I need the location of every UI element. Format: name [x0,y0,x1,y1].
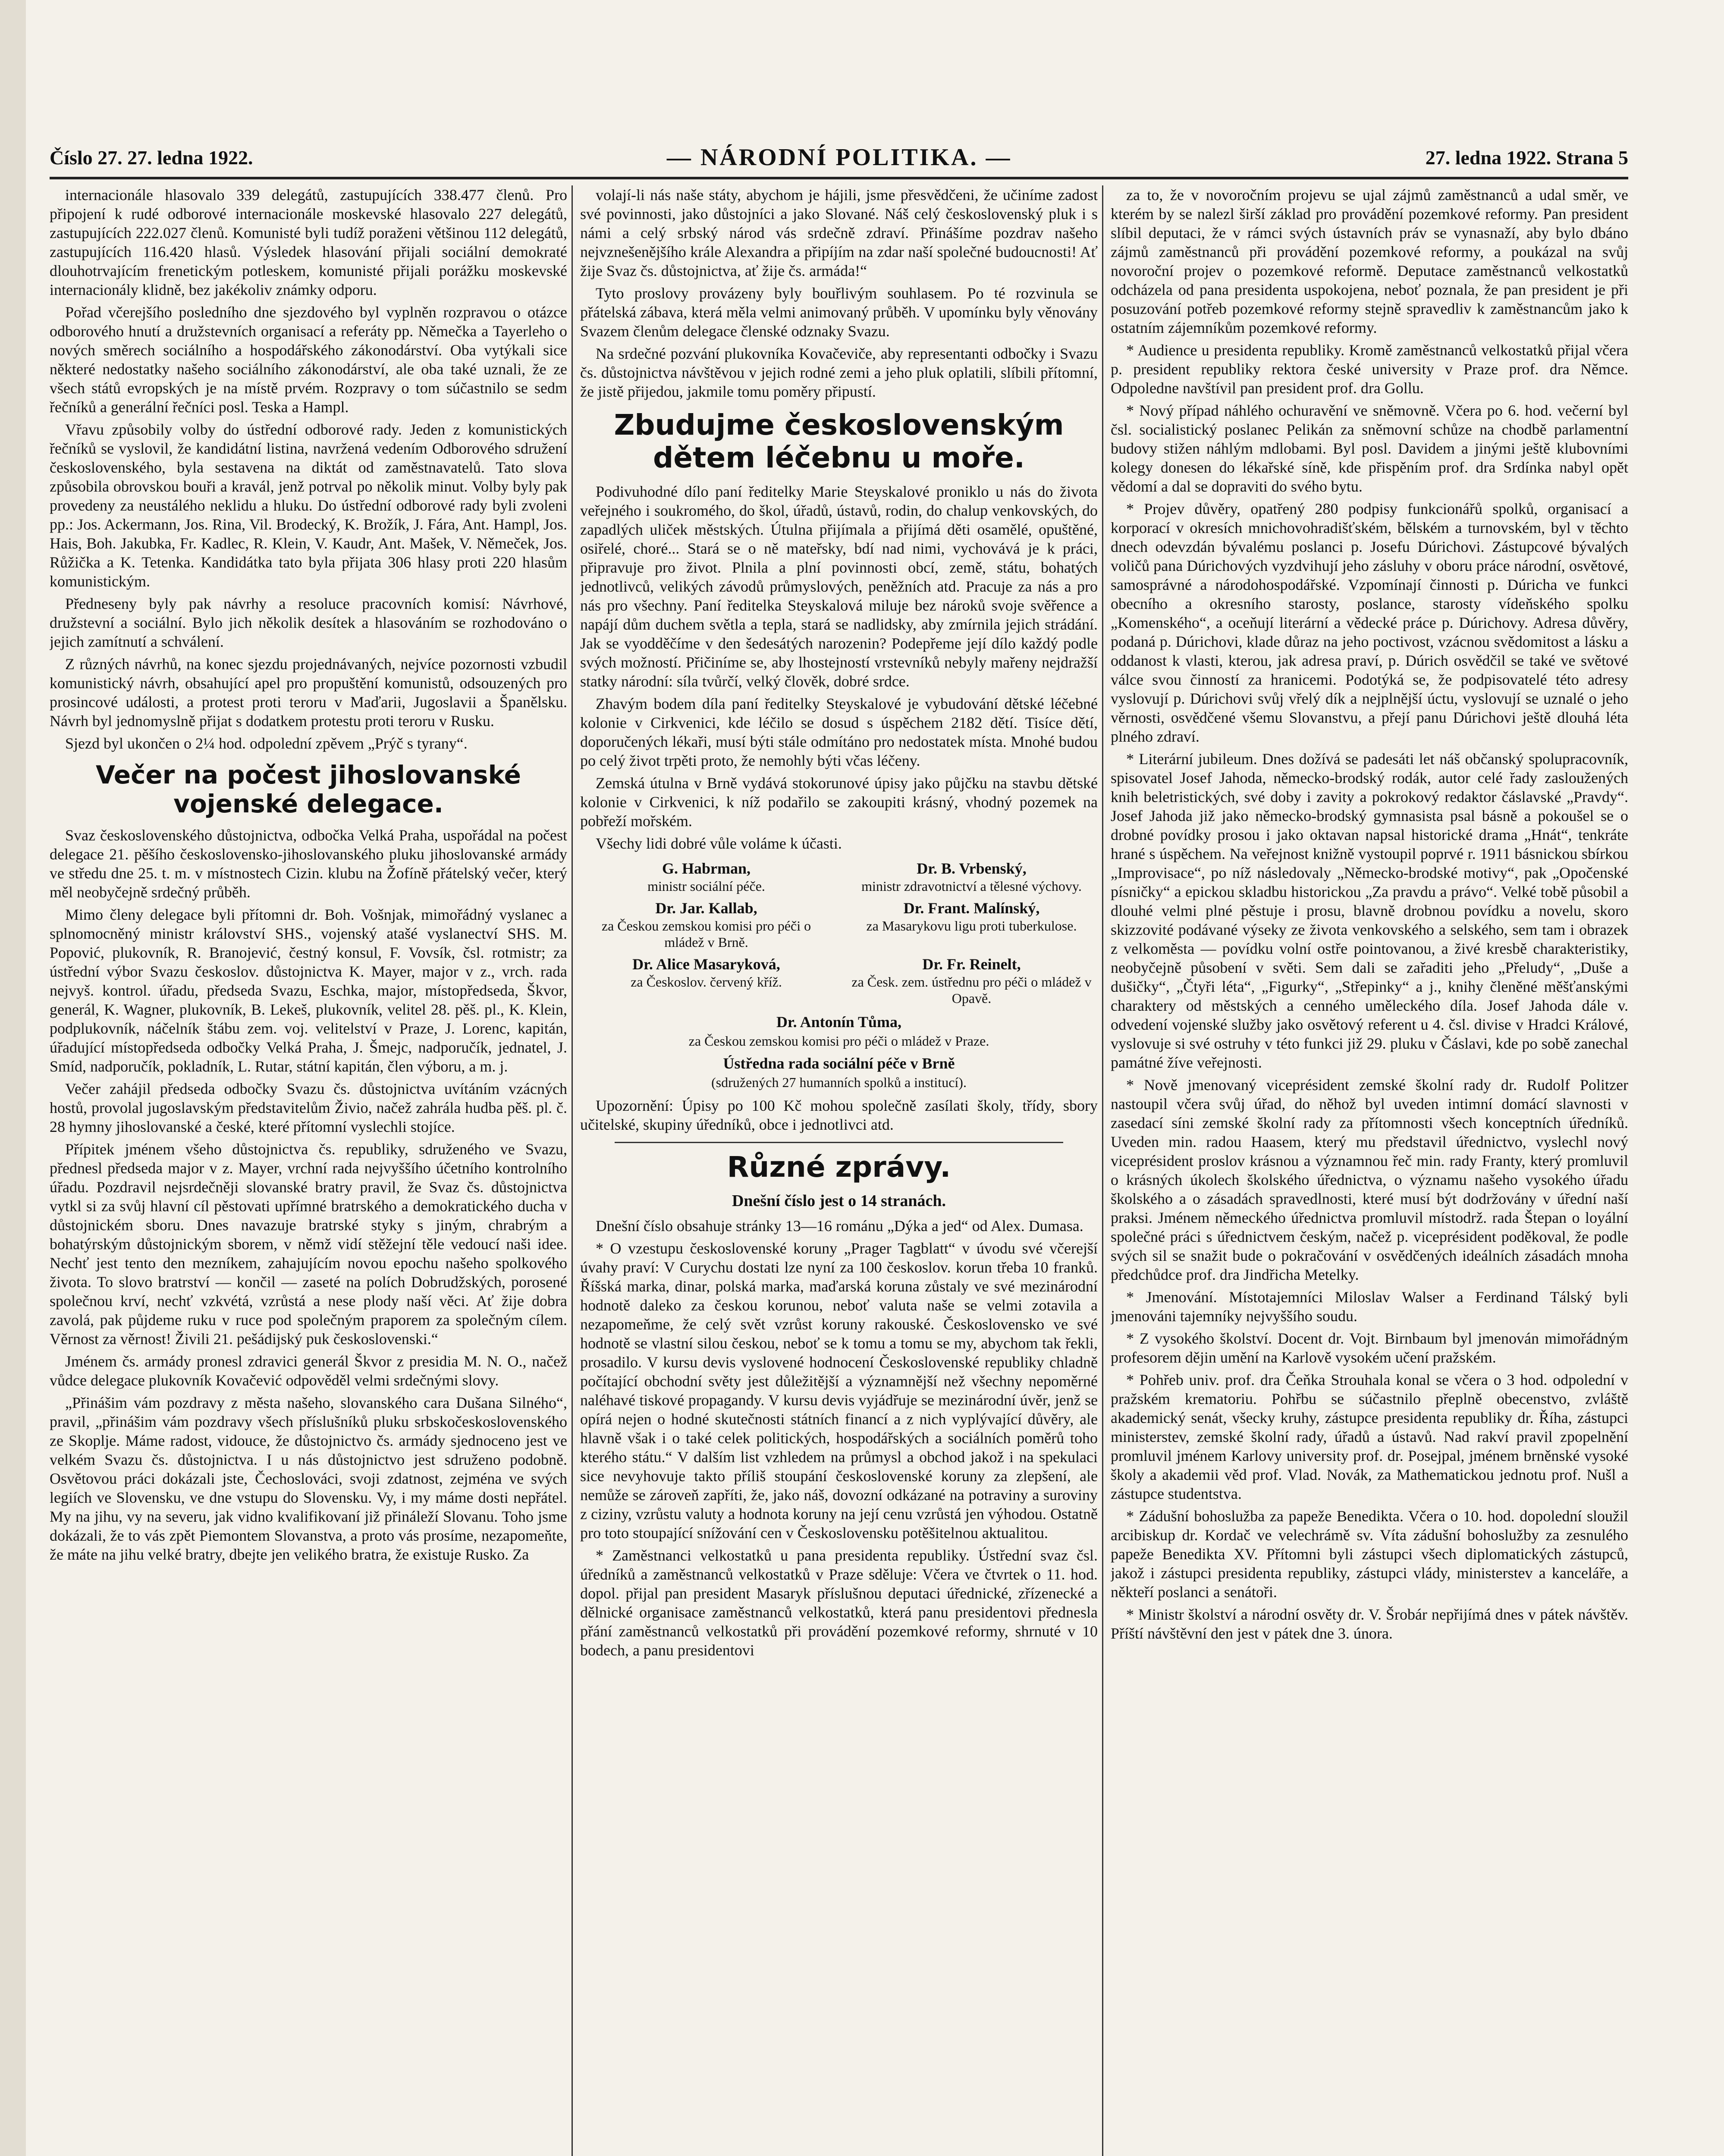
article-paragraph: Mimo členy delegace byli přítomni dr. Boh. Vošnjak, mimořádný vyslanec a splnomocněný ministr království SHS., vojenský atašé vyslanectví SHS. M. Popović, plukovník, R. Branojević, čestný konsul, F. Vovsík, čsl. rotmistr; za ústřední výbor Svazu českoslov. důstojnictva K. Mayer, major v z., vrch. rada nejvyš. kontrol. úřadu, předseda Svazu, Eschka, major, místopředseda, Škvor, generál, K. Wagner, plukovník, B. Lekeš, plukovník, velitel 28. pěš. pl., K. Klein, podplukovník, náčelník štábu zem. voj. velitelství v Praze, J. Lorenc, kapitán, úřadující místopředseda odbočky Velká Praha, J. Šmejc, nadporučík, jednatel, J. Smíd, nadporučík, pokladník, L. Rutar, státní kapitán, člen výboru, a m. j. [50,906,567,1075]
page-edge [0,0,26,2156]
signatory-name: Dr. Alice Masaryková, [632,955,780,973]
signatory-role: za Masarykovu ligu proti tuberkulose. [866,918,1077,934]
article-paragraph: za to, že v novoročním projevu se ujal zájmů zaměstnanců a udal směr, ve kterém by se nalezl širší základ pro provádění pozemkové reformy. Pan president slíbil deputaci, že v rámci svých ústavních práv se vynasnaží, aby bylo dbáno zájmů zaměstnanců při provádění pozemkové reformy, a poukázal na svůj novoroční projev o pozemkové reformě. Deputace zaměstnanců velkostatků odcházela od pana presidenta uspokojena, neboť poznala, že pan president je při posuzování potřeb pozemkové reformy stejně spravedliv k zaměstnancům jako k ostatním zájemníkům pozemkové reformy. [1111,186,1628,336]
signatory-role: (sdružených 27 humanních spolků a institucí). [711,1074,967,1090]
section-rule [615,1142,1063,1143]
article-paragraph: * Nově jmenovaný viceprésident zemské školní rady dr. Rudolf Politzer nastoupil včera svůj úřad, do něhož byl uveden intimní domácí slavnosti v zasedací síni zemské školní rady za přítomnosti všech konceptních úředníků. Uveden min. radou Haasem, který mu představil úřednictvo, vyslechl nový viceprésident proslov krásnou a významnou řeč min. rady Franty, který promluvil o krásných úkolech školského úřednictva, o významu našeho vysokého úřadu školského a o zásadách spravedlnosti, které musí být dodržovány v úřední naší praksi. Jménem německého úřednictva promluvil místodrž. rada Štepan o loyální společné práci s úřednictvem českým, načež p. viceprésident poděkoval, že podle svých sil se snažit bude o pokračování v osvědčených ideálních zásadách mnoha předchůdce prof. dra Jindřicha Metelky. [1111,1076,1628,1283]
article-paragraph: * Nový případ náhlého ochuravění ve sněmovně. Včera po 6. hod. večerní byl čsl. socialistický poslanec Pelikán za sněmovní schůze na chodbě parlamentní budovy stižen náhlým mdlobami. Byl posl. Davidem a jinými ještě klubovními kolegy donesen do lékařské síně, kde přispěním prof. dra Srdínka nabyl opět vědomí a dal se dopraviti do svého bytu. [1111,402,1628,495]
article-paragraph: internacionále hlasovalo 339 delegátů, zastupujících 338.477 členů. Pro připojení k rudé odborové internacionále moskevské hlasovalo 227 delegátů, zastupujících 222.027 členů. Komunisté byli tudíž poraženi většinou 112 delegátů, zastupujících 116.420 hlasů. Výsledek hlasování přijali sociální demokraté dlouhotrvajícím frenetickým potleskem, komunisté přijali porážku moskevské internacionály klidně, bez jakékoliv známky odporu. [50,186,567,298]
column-1 [50,185,567,2156]
article-paragraph: Přípitek jménem všeho důstojnictva čs. republiky, sdruženého ve Svazu, přednesl předseda major v z. Mayer, vrchní rada nejvyššího účetního kontrolního úřadu. Pozdravil nejsrdečněji slovanské bratry pravil, že Svaz čs. důstojnictva vytkl si za svůj hlavní cíl pěstovati upřímné bratrského a demokratického ducha v důstojnickém sboru. Dnes navazuje bratrské styky s jiným, chrabrým a bohatýrským důstojnickým sborem, v němž vidí stěžejní těle vedoucí naši idee. Nechť jest tento den mezníkem, zahajujícím novou epochu našeho spolkového života. To slovo bratrství — končil — zaseté na polích Dobrudžských, porosené společnou krví, nechť vzkvétá, vzrůstá a nese plody naší věci. Ať žije dobra zavolá, pak půjdeme ruku v ruce pod společným praporem za společným cílem. Věrnost za věrnost! Živili 21. pešádijský puk československi.“ [50,1141,567,1348]
article-paragraph: Svaz československého důstojnictva, odbočka Velká Praha, uspořádal na počest delegace 21. pěšího československo-jihoslovanského pluku jihoslovanské armády ve středu dne 25. t. m. v místnostech Cizin. klubu na Žofíně přátelský večer, který měl neobyčejně srdečný průběh. [50,827,567,901]
signatory-name: Dr. Frant. Malínský, [903,899,1040,917]
article-paragraph: Tyto proslovy provázeny byly bouřlivým souhlasem. Po té rozvinula se přátelská zábava, která měla velmi animovaný průběh. V upomínku byly věnovány Svazem členům delegace členské odznaky Svazu. [580,285,1098,340]
signatory-name: Dr. Fr. Reinelt, [922,955,1021,973]
article-paragraph: Večer zahájil předseda odbočky Svazu čs. důstojnictva uvítáním vzácných hostů, provolal jugoslavským představitelům Živio, načež zahrála hudba pěš. pl. č. 28 hymny jihoslovanské a české, které přítomní vyslechli stojíce. [50,1080,567,1136]
section-headline: Různé zprávy. [727,1150,951,1184]
column-2 [580,185,1098,2156]
article-paragraph: Předneseny byly pak návrhy a resoluce pracovních komisí: Návrhové, družstevní a sociální. Bylo jich několik desítek a hlasováním se rozhodováno o jejich zamítnutí a schválení. [50,595,567,650]
article-paragraph: Zhavým bodem díla paní ředitelky Steyskalové je vybudování dětské léčebné kolonie v Cirkvenici, kde léčilo se dosud s úspěchem 2182 dětí. Tisíce dětí, doporučených lékaři, musí býti stále odmítáno pro nedostatek místa. Mnohé budou po celý život trpěti proto, že nemohly býti včas léčeny. [580,695,1098,769]
article-paragraph: Všechy lidi dobré vůle voláme k účasti. [596,834,842,852]
article-paragraph: volají-li nás naše státy, abychom je hájili, jsme přesvědčeni, že učiníme zadost své povinnosti, jako důstojníci a jako Slované. Náš celý československý pluk i s námi a celý srbský národ vás srdečně zdraví. Přinášíme pozdrav našeho nejvznešenějšího krále Alexandra a připíjím na zdar naší společné budoucnosti! Ať žije Svaz čs. důstojnictva, ať žije čs. armáda!“ [580,186,1098,279]
article-headline: Večer na počest jihoslovanské vojenské delegace. [96,760,521,818]
article-paragraph: „Přinášim vám pozdravy z města našeho, slovanského cara Dušana Silného“, pravil, „přinášim vám pozdravy všech příslušníků pluku srbskočeskoslovenského ze Skoplje. Máme radost, vidouce, že důstojnictvo čs. armády sjednoceno jest ve velkém Svazu čs. důstojnictva. I u nás důstojnictvo jest sdruženo podobně. Osvětovou práci dokázali jste, Čechoslováci, svoji zdatnost, zejména ve svých legiích ve Slovensku, ve dne vstupu do Slovensku. Vy, i my máme dosti nepřátel. My na jihu, vy na severu, jak vidno kvalifikovaní již přináleží Slovanu. Toho jsme dokázali, že to vás zpět Piemontem Slovanstva, a proto vás prosíme, nezapomeňte, že máte na jihu velké bratry, dbejte jen velikého bratra, že existuje Rusko. Za [50,1394,567,1564]
article-paragraph: Vřavu způsobily volby do ústřední odborové rady. Jeden z komunistických řečníků se vyslovil, že kandidátní listina, navržená vedením Odborového sdružení československého, byla sestavena na diktát od zaměstnavatelů. Tato slova způsobila obrovskou bouři a kravál, jenž potrval po několik minut. Volby byly pak provedeny za neustálého neklidu a hluku. Do ústřední odborové rady byli zvoleni pp.: Jos. Ackermann, Jos. Rina, Vil. Brodecký, K. Brožík, J. Fára, Ant. Hampl, Jos. Hais, Boh. Jakubka, Fr. Kadlec, R. Klein, V. Kaudr, Ant. Mašek, V. Němeček, Jos. Růžička a K. Tetenka. Kandidátka tato byla přijata 306 hlasy proti 220 hlasům komunistickým. [50,421,567,590]
article-headline: Zbudujme československým dětem léčebnu u moře. [614,408,1064,474]
article-paragraph: * Pohřeb univ. prof. dra Čeňka Strouhala konal se včera o 3 hod. odpolední v pražském krematoriu. Pohřbu se súčastnilo přeplně obecenstvo, zvláště akademický senát, všecky kruhy, zástupce presidenta republiky dr. Říha, zástupci ministerstev, zemské školní rady, úřadů a ústavů. Nad rakví pravil zpopelnění promluvil jménem Karlovy university prof. dr. Posejpal, jménem brněnské vysoké školy a akademii věd prof. Vlad. Novák, za Mathematickou jednotu prof. Nušl a zástupce studentstva. [1111,1371,1628,1502]
signatory-name: G. Habrman, [662,859,751,877]
signatory-name: Dr. B. Vrbenský, [917,859,1027,877]
header-rule [50,177,1628,179]
signatory-name: Dr. Antonín Tůma, [776,1013,902,1031]
article-paragraph: Zemská útulna v Brně vydává stokorunové úpisy jako půjčku na stavbu dětské kolonie v Cirkvenici, k níž podařilo se zakoupiti krásný, vhodný pozemek na pobřeží mořském. [580,774,1098,830]
article-paragraph: * O vzestupu československé koruny „Prager Tagblatt“ v úvodu své včerejší úvahy praví: V Curychu dostati lze nyní za 100 českoslov. korun třeba 10 franků. Říšská marka, dinar, polská marka, maďarská koruna zůstaly ve své mezinárodní hodnotě daleko za českou korunou, neboť valuta naše se velmi zotavila a nezapomeňme, že celý svět vzrůst koruny rakouské. Československo ve své hodnotě se vlastní silou českou, neboť se k tomu a tomu se my, abychom tak řekli, prosadilo. V kursu devis vyslovené hodnocení Československé republiky chladně počítající obchodní světy jest důležitější a významnější než všechny nepoměrné naléhavé tiskové propagandy. V kursu devis vyjádřuje se mezinárodní úvěr, jenž se opírá nejen o hodné skutečnosti státních financí a z nich vyplývající důvěry, ale hlavně však i o také celek politických, hospodářských a sociálních poměrů toho kterého státu.“ V dalším list vzhledem na průmysl a obchod jakož i na spekulaci sice nevyhovuje takto příliš stoupání československé koruny za zlepšení, ale nemůže se zároveň zapříti, že, jako náš, dovozní odkázané na potraviny a suroviny z ciziny, vzrůstu valuty a hodnota koruny na její cenu vzrůstá jen výhodou. Ostatně pro toto stoupající snížování cen v Československu potěšitelnou aktualitou. [580,1239,1098,1542]
header-left: Číslo 27. 27. ledna 1922. [50,146,253,169]
column-3 [1111,185,1628,2156]
article-paragraph: Na srdečné pozvání plukovníka Kovačeviče, aby representanti odbočky i Svazu čs. důstojnictva návštěvou v jejich rodné zemi a jeho pluk oplatili, slíbili přítomní, že jistě přijedou, jakmile tomu poměry připustí. [580,345,1098,400]
header-right: 27. ledna 1922. Strana 5 [1425,146,1628,169]
article-paragraph: * Literární jubileum. Dnes dožívá se padesáti let náš občanský spolupracovník, spisovatel Josef Jahoda, německo-brodský rodák, autor celé řady zasloužených knih beletristických, své doby i zavity a pokrokový redaktor čáslavské „Pravdy“. Josef Jahoda již jako německo-brodský gymnasista psal básně a pokoušel se o drobné povídky prosou i jako oktavan napsal historické drama „Hnát“, tenkráte hrané s úspěchem. Na veřejnost knižně vystoupil poprvé r. 1911 básnickou sbírkou „Improvisace“, po níž následovaly „Německo-brodské motivy“, pak „Opočenské písničky“ a epickou skladbu historickou „Za pravdu a právo“. Velké tobě působil a dlouhé velmi plné pěstuje i prosu, blavně drobnou povídku a novelu, skoro skizzovité podávané výseky ze života venkovského a selského, sem tam i obrazek z velkoměsta — povídku volní ostře pointovanou, a živé kresbě charakteristiky, neobyčejně působení v světi. Sem dali se zařaditi jeho „Přeludy“, „Duše a dušičky“, „Čtyři léta“, „Figurky“, „Střepinky“ a j., knihy členěné měšťanskými charaktery od městských a cenného uměleckého díla. Josef Jahoda dále v. odvedení vojenské služby jako osvětový referent u 4. čsl. divise v Hradci Králové, vyslovuje si své ostruhy v této funkci již 29. pluku v Čáslavi, kde po sobě zanechal památné žíve veřejnosti. [1111,750,1628,1071]
article-paragraph: Upozornění: Úpisy po 100 Kč mohou společně zasílati školy, třídy, sbory učitelské, skupiny úředníků, obce i jednotlivci atd. [580,1097,1098,1133]
signatory-block [580,1012,1098,1092]
article-paragraph: Podivuhodné dílo paní ředitelky Marie Steyskalové proniklo u nás do života veřejného i soukromého, do škol, úřadů, ústavů, rodin, do chalup venkovských, do zapadlých uliček městských. Útulna přijímala a přijímá děti osamělé, opuštěné, osiřelé, choré... Stará se o ně mateřsky, bdí nad nimi, vychovává je k práci, připravuje pro život. Plnila a plní povinnosti obcí, země, státu, bohatých jednotlivců, velikých závodů průmyslových, peněžních atd. Pracuje za nás a pro nás pro všechny. Paní ředitelka Steyskalová miluje bez nároků svoje svěřence a napájí dům duchem světla a tepla, stará se nadlidsky, aby zmírnila jejich strádání. Jak se vyodděčíme v den šedesátých narozenin? Podepřeme její dílo každý podle svých možností. Přičiníme se, aby lhostejností vrstevníků nebyly mařeny nejdražší statky národní: síla tvůrčí, velký člověk, dobré srdce. [580,483,1098,690]
article-paragraph: * Zádušní bohoslužba za papeže Benedikta. Včera o 10. hod. dopolední sloužil arcibiskup dr. Kordač ve velechrámě sv. Víta zádušní bohoslužby za zesnulého papeže Benedikta XV. Přítomni byli zástupci všech diplomatických zástupců, jakož i zástupci presidenta republiky, zástupci vlády, ministerstev a kanceláře, a někteří poslanci a senátoři. [1111,1507,1628,1601]
signatory-role: ministr zdravotnictví a tělesné výchovy. [861,878,1082,894]
signatory-name: Ústředna rada sociální péče v Brně [723,1054,955,1072]
article-paragraph: Pořad včerejšího posledního dne sjezdového byl vyplněn rozpravou o otázce odborového hnutí a družstevních organisací a referáty pp. Němečka a Tayerleho o nových směrech sociálního a hospodářského zákonodárství. Oba vytýkali sice některé nedostatky našeho sociálního zákonodárství, ale oba také uznali, že ze všech států evropských je na místě prvém. Rozpravy o tom súčastnilo se sedm řečníků a generální řečníci posl. Teska a Hampl. [50,304,567,416]
section-subheading: Dnešní číslo jest o 14 stranách. [732,1191,946,1210]
signatory-role: za Českoslov. červený kříž. [631,974,782,990]
article-paragraph: Z různých návrhů, na konec sjezdu projednávaných, nejvíce pozornosti vzbudil komunistický návrh, obsahující apel pro propuštění komunistů, odsouzených pro prosincové události, a protest proti teroru v Maďarii, Jugoslavii a Španělsku. Návrh byl jednomyslně přijat s dodatkem protestu proti teroru v Rusku. [50,655,567,730]
column-divider [572,185,573,2156]
signatory-role: za Českou zemskou komisi pro péči o mládež v Praze. [688,1033,989,1049]
article-paragraph: Jménem čs. armády pronesl zdravici generál Škvor z presidia M. N. O., načež vůdce delegace plukovník Kovačević odpověděl velmi srdečnými slovy. [50,1353,567,1389]
masthead-title: — NÁRODNÍ POLITIKA. — [666,144,1012,171]
signatory-name: Dr. Jar. Kallab, [655,899,757,917]
article-paragraph: * Ministr školství a národní osvěty dr. V. Šrobár nepřijímá dnes v pátek návštěv. Příští návštěvní den jest v pátek dne 3. února. [1111,1606,1628,1642]
article-paragraph: * Z vysokého školství. Docent dr. Vojt. Birnbaum byl jmenován mimořádným profesorem dějin umění na Karlově vysokém učení pražském. [1111,1330,1628,1366]
article-paragraph: * Audience u presidenta republiky. Kromě zaměstnanců velkostatků přijal včera p. president republiky rektora české university v Praze prof. dra Němce. Odpoledne navštívil pan president prof. dra Gollu. [1111,342,1628,397]
article-paragraph: Sjezd byl ukončen o 2¼ hod. odpolední zpěvem „Prýč s tyrany“. [65,735,468,752]
article-paragraph: * Zaměstnanci velkostatků u pana presidenta republiky. Ústřední svaz čsl. úředníků a zaměstnanců velkostatků v Praze sděluje: Včera ve čtvrtek o 11. hod. dopol. přijal pan president Masaryk příslušnou deputaci úřednické, zřízenecké a dělnické organisace zaměstnanců velkostatků, která panu presidentovi přednesla přání zaměstnanců velkostatků při provádění pozemkové reformy, shrnuté v 10 bodech, a panu presidentovi [580,1546,1098,1659]
signatory-role: za Českou zemskou komisi pro péči o mládež v Brně. [601,918,811,950]
signatory-role: za Česk. zem. ústřednu pro péči o mládež v Opavě. [851,974,1092,1006]
column-divider [1102,185,1103,2156]
article-paragraph: Dnešní číslo obsahuje stránky 13—16 románu „Dýka a jed“ od Alex. Dumasa. [596,1217,1083,1235]
page-header [50,142,1628,172]
article-paragraph: * Projev důvěry, opatřený 280 podpisy funkcionářů spolků, organisací a korporací v okresích mnichovohradišťském, bělském a turnovském, byl v těchto dnech odevzdán bývalému poslanci p. Josefu Dúrichovi. Zástupcové bývalých voličů pana Dúrichových vyzdvihují jeho zásluhy v oboru práce národní, osvětové, samosprávné a národohospodářské. Vzpomínají činnosti p. Dúricha ve funkci obecního a okresního starosty, poslance, starosty vídeňského spolku „Komenského“, a oceňují literární a vědecké práce p. Dúrichovy. Adresa důvěry, podaná p. Dúrichovi, klade důraz na jeho poctivost, vzácnou svědomitost a lásku a oddanost k vlasti, kterou, jak adresa praví, p. Dúrich osvědčil se také ve světové válce svou činností za hranicemi. Podotýká se, že podpisovatelé této adresy vyslovují p. Dúrichovi svůj vřelý dík a nejplnější úctu, vyslovují se uznalé o jeho věrnosti, osvědčené všemu Slovanstvu, a přejí panu Dúrichovi ještě dlouhá léta plného zdraví. [1111,500,1628,745]
signatory-role: ministr sociální péče. [647,878,765,894]
signatories [580,859,1098,1006]
article-paragraph: * Jmenování. Místotajemníci Miloslav Walser a Ferdinand Tálský byli jmenováni tajemníky nejvyššího soudu. [1111,1288,1628,1325]
